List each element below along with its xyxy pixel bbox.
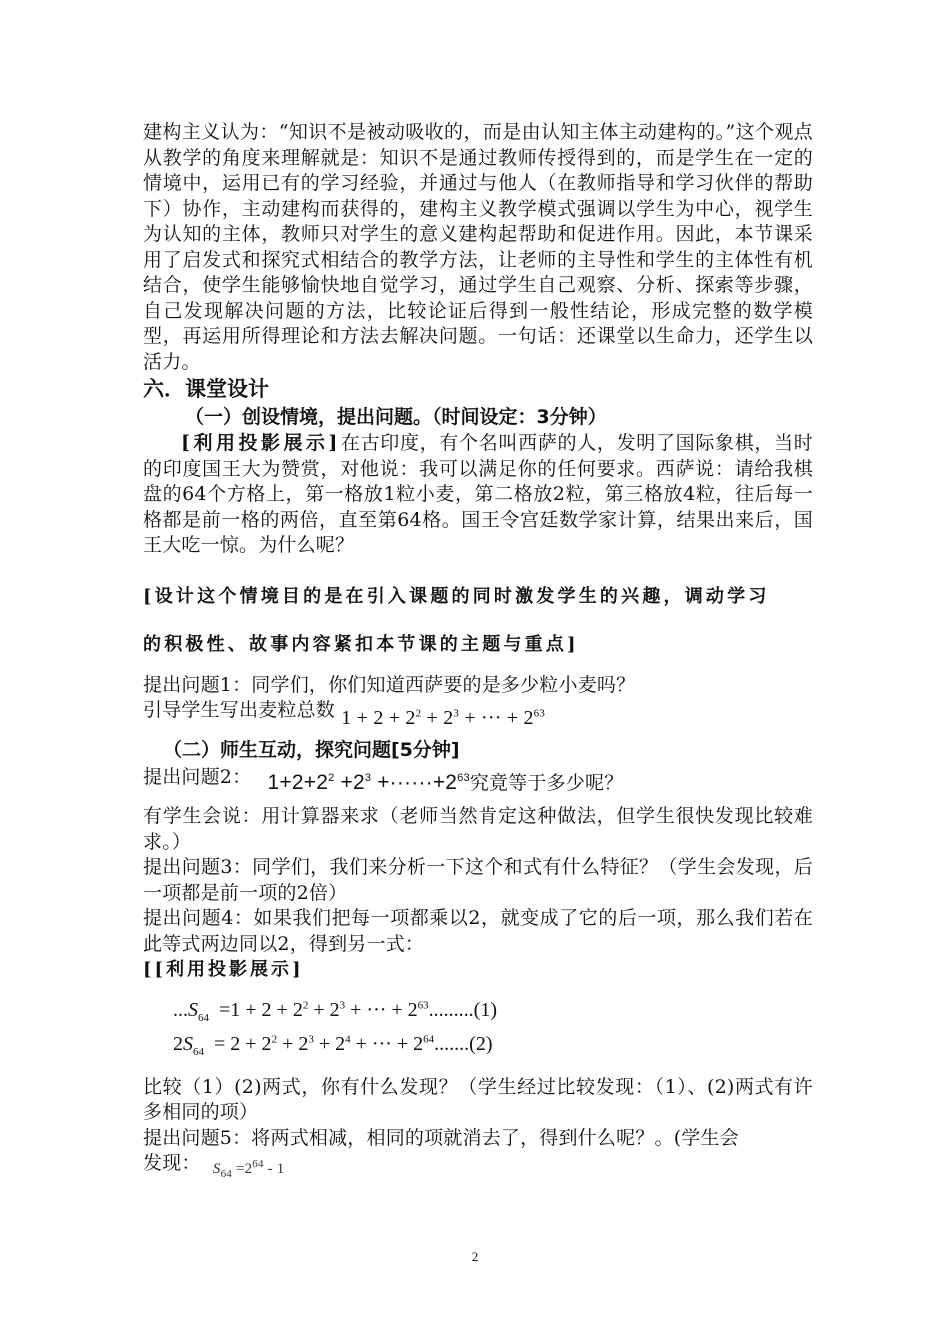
result-formula: S64 =264 - 1 — [212, 1158, 285, 1180]
q2-label: 提出问题2： — [143, 765, 252, 788]
equation-2: $2S_{64} = 2 + 2^2 + 2^3 + 2^4$ + ··· + $2^{64}.......(2)$ — [173, 1032, 493, 1058]
sum-formula-1: $1 + 2 + 2^2 + 2^3$ + ··· + $2^{63}$ — [341, 707, 546, 729]
question-1-guide — [143, 698, 813, 729]
story-paragraph — [143, 431, 813, 559]
intro-paragraph: 建构主义认为：“知识不是被动吸收的，而是由认知主体主动建构的。”这个观点从教学的角度来理解就是：知识不是通过教师传授得到的，而是学生在一定的情境中，运用已有的学习经验，并通过与他人（在教师指导和学习伙伴的帮助下）协作，主动建构而获得的，建构主义教学模式强调以学生为中心，视学生为认知的主体，教师只对学生的意义建构起帮助和促进作用。因此，本节课采用了启发式和探究式相结合的教学方法，让老师的主导性和学生的主体性有机结合，使学生能够愉快地自觉学习，通过学生自己观察、分析、探索等步骤，自己发现解决问题的方法，比较论证后得到一般性结论，形成完整的数学模型，再运用所得理论和方法去解决问题。一句话：还课堂以生命力，还学生以活力。 — [143, 121, 813, 373]
page-number: 2 — [471, 1249, 479, 1264]
part2-heading: （二）师生互动，探究问题[5分钟] — [163, 738, 460, 761]
found-label: 发现： — [143, 1152, 201, 1174]
question-4: 提出问题4：如果我们把每一项都乘以2，就变成了它的后一项，那么我们若在此等式两边同以2，得到另一式： — [143, 907, 813, 955]
section-heading: 六．课堂设计 — [143, 377, 269, 401]
design-note-line2: 的积极性、故事内容紧扣本节课的主题与重点] — [143, 633, 579, 655]
question-1: 提出问题1：同学们，你们知道西萨要的是多少粒小麦吗？ — [143, 673, 636, 696]
question-5: 提出问题5：将两式相减，相同的项就消去了，得到什么呢？。(学生会 — [143, 1126, 739, 1149]
question-3: 提出问题3：同学们，我们来分析一下这个和式有什么特征？（学生会发现，后一项都是前一项的2倍） — [143, 856, 813, 904]
story-text: 在古印度，有个名叫西萨的人，发明了国际象棋，当时的印度国王大为赞赏，对他说：我可以满足你的任何要求。西萨说：请给我棋盘的64个方格上，第一格放1粒小麦，第二格放2粒，第三格放4粒，往后每一格都是前一格的两倍，直至第64格。国王令宫廷数学家计算，结果出来后，国王大吃一惊。为什么呢？ — [143, 432, 813, 556]
design-note-line1: [设计这个情境目的是在引入课题的同时激发学生的兴趣，调动学习 — [143, 585, 770, 607]
sum-formula-2: $1+2+2^2 +2^3 +\cdot\cdot\cdot\cdot\cdot\cdot+2^{63}$ — [267, 770, 470, 794]
projection-tag: [利用投影展示] — [181, 432, 341, 454]
projection-tag-2: [[利用投影展示] — [143, 959, 304, 980]
question-2 — [143, 764, 813, 794]
equation-1: $...S_{64} =1 + 2 + 2^2 + 2^3$ + ··· + $2^{63}.........(1)$ — [173, 998, 497, 1024]
question-5-found — [143, 1151, 813, 1179]
guide-text: 引导学生写出麦粒总数 — [143, 699, 336, 721]
document-page — [143, 120, 813, 1179]
calculator-answer: 有学生会说：用计算器来求（老师当然肯定这种做法，但学生很快发现比较难求。） — [143, 805, 813, 853]
compare-paragraph: 比较（1）(2)两式，你有什么发现？（学生经过比较发现：（1）、(2)两式有许多相同的项） — [143, 1075, 813, 1123]
part1-heading: （一）创设情境，提出问题。（时间设定：3分钟） — [185, 406, 607, 428]
q2-tail: 究竟等于多少呢？ — [469, 771, 624, 794]
